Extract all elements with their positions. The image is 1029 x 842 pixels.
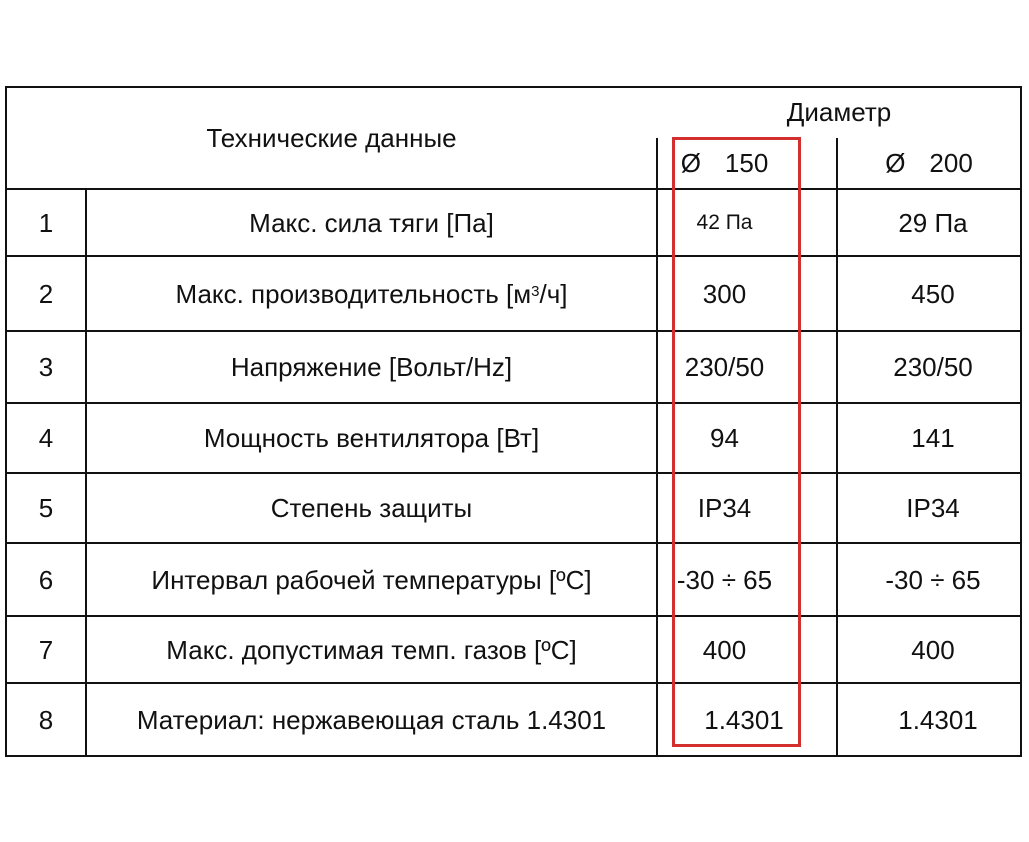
row-number: 6: [38, 564, 54, 595]
row-value-150: -30 ÷ 65: [676, 564, 773, 595]
row-number: 4: [38, 423, 54, 453]
diameter-150-header: [658, 140, 791, 186]
row-number: 1: [38, 207, 54, 238]
row-value-150: 1.4301: [704, 704, 784, 735]
row-value-200: 230/50: [893, 352, 973, 382]
row-parameter: Макс. сила тяги [Па]: [249, 207, 494, 238]
diameter-150-value: 150: [724, 148, 769, 178]
row-number: 3: [38, 352, 54, 382]
row-number: 7: [38, 634, 54, 665]
row-parameter: Материал: нержавеющая сталь 1.4301: [136, 704, 607, 735]
row-value-200: 29 Па: [898, 207, 968, 238]
row-value-150: 400: [702, 634, 747, 665]
row-parameter: Интервал рабочей температуры [ºC]: [151, 564, 592, 595]
parameter-text: /ч]: [539, 278, 568, 309]
row-value-150: 42 Па: [696, 211, 753, 234]
row-value-200: 1.4301: [898, 704, 978, 735]
row-parameter: Макс. допустимая темп. газов [ºC]: [166, 634, 577, 665]
row-parameter: Мощность вентилятора [Вт]: [203, 423, 540, 453]
diameter-200-value: 200: [929, 148, 973, 178]
row-parameter: Макс. производительность [м $^3$ /ч]: [175, 278, 568, 309]
row-value-150: 230/50: [684, 352, 765, 382]
row-number: 2: [38, 278, 54, 309]
row-value-200: 141: [911, 423, 955, 453]
row-number: 5: [38, 493, 54, 523]
row-value-200: 400: [911, 634, 955, 665]
row-number: 8: [38, 704, 54, 735]
row-value-200: -30 ÷ 65: [885, 564, 981, 595]
row-value-200: IP34: [906, 493, 960, 523]
row-parameter: Степень защиты: [270, 493, 473, 523]
row-value-200: 450: [911, 278, 955, 309]
diameter-symbol: Ø: [680, 148, 701, 178]
row-value-150: 94: [710, 423, 739, 453]
row-value-150: IP34: [697, 493, 752, 523]
diameter-group-label: Диаметр: [786, 97, 892, 127]
parameter-text: Макс. производительность [м: [175, 278, 532, 309]
row-parameter: Напряжение [Вольт/Hz]: [230, 352, 513, 382]
diameter-200-header: [838, 140, 1020, 186]
diameter-symbol: Ø: [885, 148, 906, 178]
table-title: Технические данные: [206, 123, 457, 153]
table-border-bottom: [5, 755, 1022, 757]
row-value-150: 300: [702, 278, 747, 309]
